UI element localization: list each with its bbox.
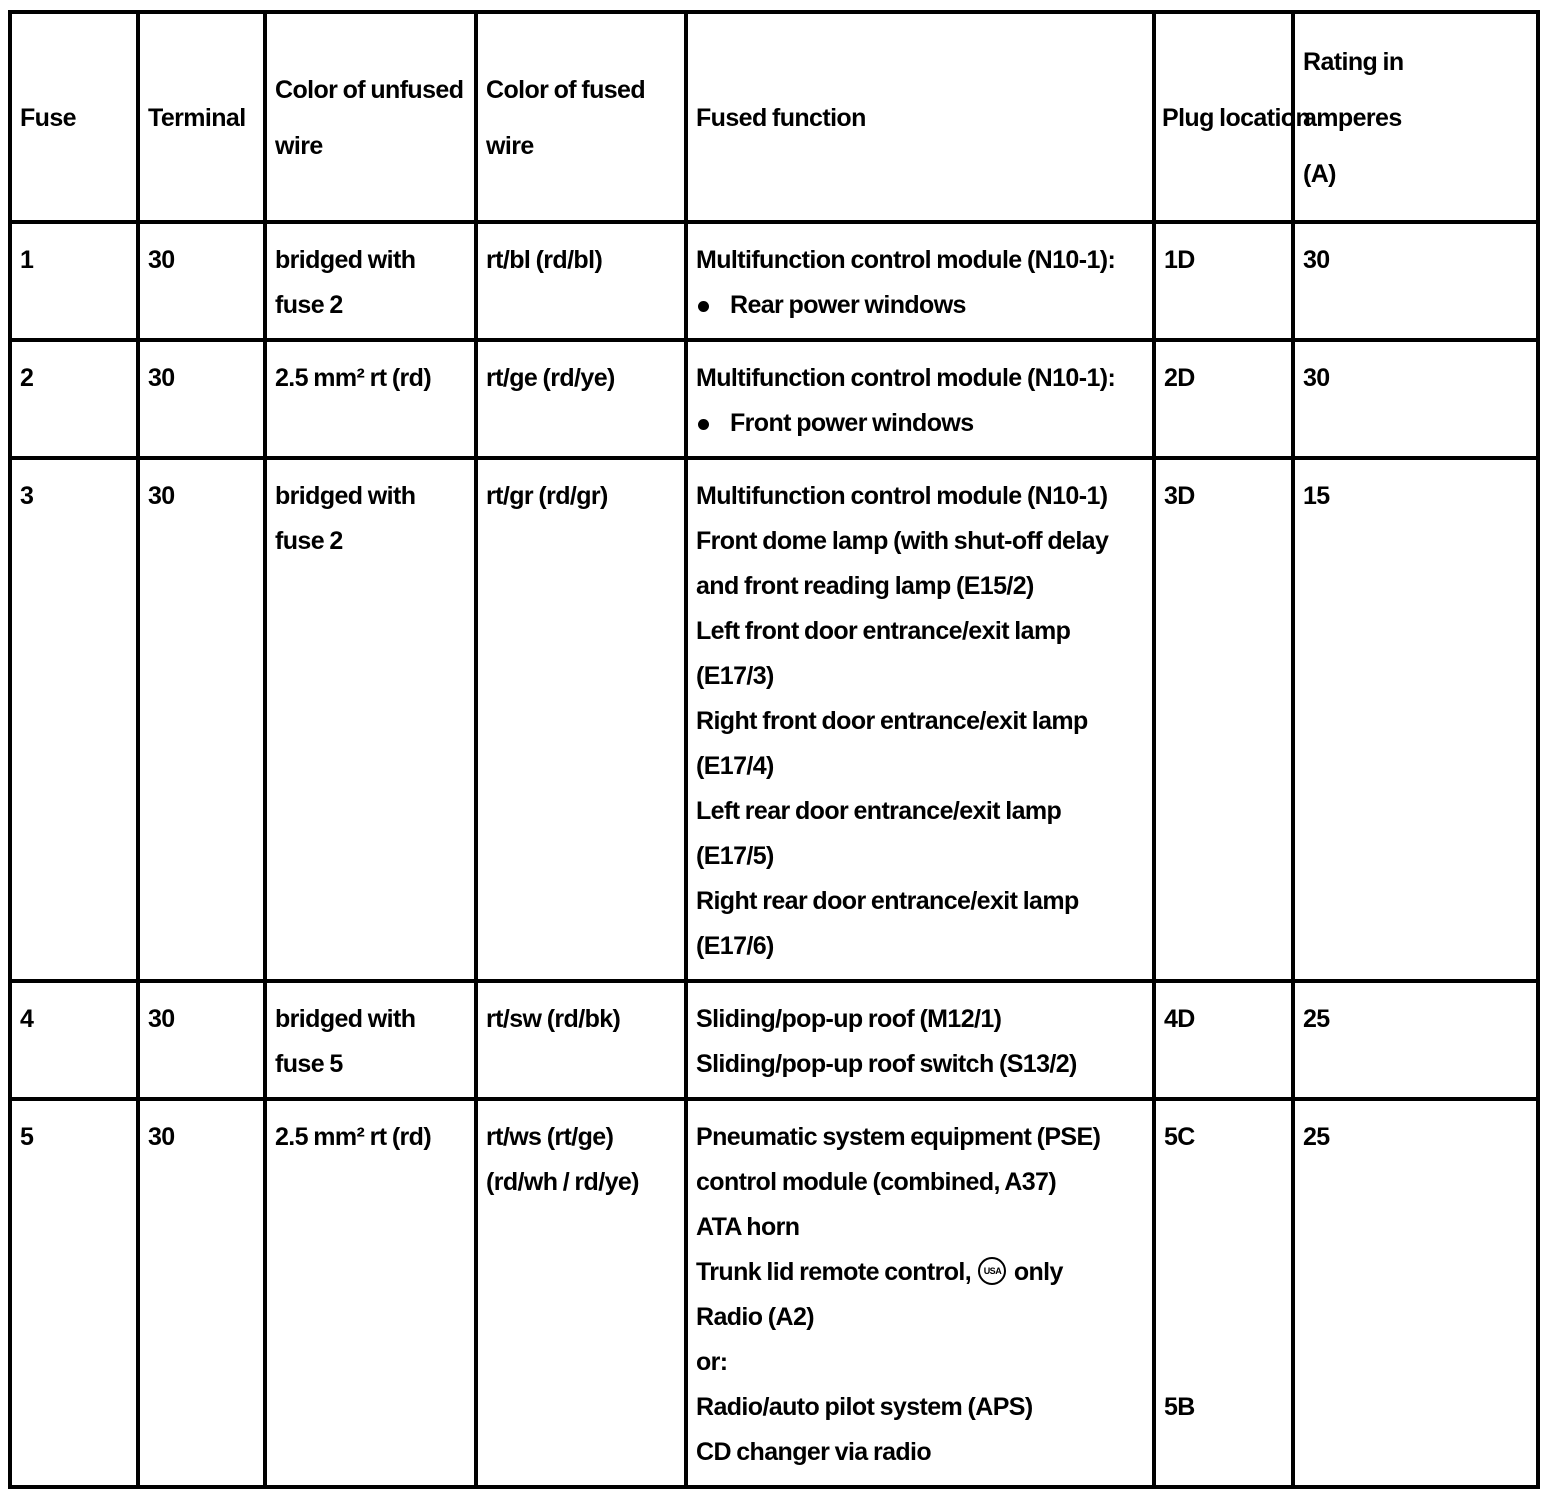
fused-function — [686, 222, 1154, 340]
terminal: 30 — [138, 458, 265, 981]
fused-function — [686, 340, 1154, 458]
table-row — [10, 1099, 1538, 1487]
rating: 30 — [1293, 222, 1538, 340]
trunk-prefix: Trunk lid remote control, — [696, 1258, 972, 1286]
function-line: Right rear door entrance/exit lamp (E17/6) — [696, 887, 1079, 960]
terminal: 30 — [138, 981, 265, 1099]
function-line: Sliding/pop-up roof switch (S13/2) — [696, 1050, 1077, 1078]
plug-location: 2D — [1154, 340, 1293, 458]
rating: 15 — [1293, 458, 1538, 981]
fused-wire-color: rt/ge (rd/ye) — [476, 340, 686, 458]
plug-location-alt: 5B — [1164, 1393, 1195, 1421]
function-line: Left rear door entrance/exit lamp (E17/5) — [696, 797, 1062, 870]
rating: 25 — [1293, 1099, 1538, 1487]
terminal: 30 — [138, 1099, 265, 1487]
bullet-icon — [696, 401, 730, 446]
table-body — [10, 222, 1538, 1487]
function-line: Right front door entrance/exit lamp (E17/4) — [696, 707, 1088, 780]
function-line: Left front door entrance/exit lamp (E17/3) — [696, 617, 1071, 690]
table-row — [10, 981, 1538, 1099]
unfused-wire-color: bridged with fuse 2 — [265, 222, 476, 340]
fused-function — [686, 458, 1154, 981]
function-line: ATA horn — [696, 1213, 800, 1241]
table-header — [10, 12, 1538, 222]
trunk-suffix: only — [1013, 1258, 1063, 1286]
function-line: Radio/auto pilot system (APS) — [696, 1393, 1033, 1421]
table-row — [10, 458, 1538, 981]
function-line-trunk — [696, 1250, 1144, 1295]
function-line: Sliding/pop-up roof (M12/1) — [696, 1005, 1002, 1033]
fused-wire-color: rt/sw (rd/bk) — [476, 981, 686, 1099]
unfused-wire-color: bridged with fuse 5 — [265, 981, 476, 1099]
table-row — [10, 340, 1538, 458]
table-row — [10, 222, 1538, 340]
function-line: Pneumatic system equipment (PSE) control module (combined, A37) — [696, 1123, 1101, 1196]
terminal: 30 — [138, 222, 265, 340]
function-line: Multifunction control module (N10-1): — [696, 246, 1116, 274]
fused-function — [686, 981, 1154, 1099]
function-bullet-text: Rear power windows — [730, 291, 966, 319]
header-rating: Rating in amperes (A) — [1293, 12, 1538, 222]
rating: 30 — [1293, 340, 1538, 458]
fused-wire-line: rt/ws (rt/ge) — [486, 1123, 614, 1151]
header-row — [10, 12, 1538, 222]
function-line: Radio (A2) — [696, 1303, 815, 1331]
header-terminal: Terminal — [138, 12, 265, 222]
fuse-number: 4 — [10, 981, 138, 1099]
unfused-wire-color: 2.5 mm² rt (rd) — [265, 1099, 476, 1487]
function-bullet-item — [696, 401, 1144, 446]
function-bullet-text: Front power windows — [730, 409, 974, 437]
header-fuse: Fuse — [10, 12, 138, 222]
fuse-table — [8, 10, 1540, 1489]
header-fused-wire: Color of fused wire — [476, 12, 686, 222]
function-line: Multifunction control module (N10-1): — [696, 364, 1116, 392]
fuse-number: 2 — [10, 340, 138, 458]
header-fused-function: Fused function — [686, 12, 1154, 222]
plug-location — [1154, 1099, 1293, 1487]
rating: 25 — [1293, 981, 1538, 1099]
fuse-number: 3 — [10, 458, 138, 981]
fused-function — [686, 1099, 1154, 1487]
function-line: Multifunction control module (N10-1) — [696, 482, 1108, 510]
header-unfused-wire: Color of unfused wire — [265, 12, 476, 222]
header-plug-location: Plug location — [1154, 12, 1293, 222]
unfused-wire-color: 2.5 mm² rt (rd) — [265, 340, 476, 458]
usa-country-icon: USA — [978, 1257, 1006, 1285]
fused-wire-color: rt/gr (rd/gr) — [476, 458, 686, 981]
plug-location: 3D — [1154, 458, 1293, 981]
fused-wire-color: rt/bl (rd/bl) — [476, 222, 686, 340]
plug-location: 4D — [1154, 981, 1293, 1099]
fused-wire-line: (rd/wh / rd/ye) — [486, 1168, 639, 1196]
function-line: Front dome lamp (with shut-off delay and front reading lamp (E15/2) — [696, 527, 1109, 600]
fused-wire-color — [476, 1099, 686, 1487]
fuse-number: 1 — [10, 222, 138, 340]
fuse-number: 5 — [10, 1099, 138, 1487]
bullet-icon — [696, 283, 730, 328]
function-line: or: — [696, 1348, 728, 1376]
terminal: 30 — [138, 340, 265, 458]
plug-location-primary: 5C — [1164, 1123, 1195, 1151]
plug-location: 1D — [1154, 222, 1293, 340]
function-bullet-item — [696, 283, 1144, 328]
unfused-wire-color: bridged with fuse 2 — [265, 458, 476, 981]
function-line: CD changer via radio — [696, 1438, 932, 1466]
